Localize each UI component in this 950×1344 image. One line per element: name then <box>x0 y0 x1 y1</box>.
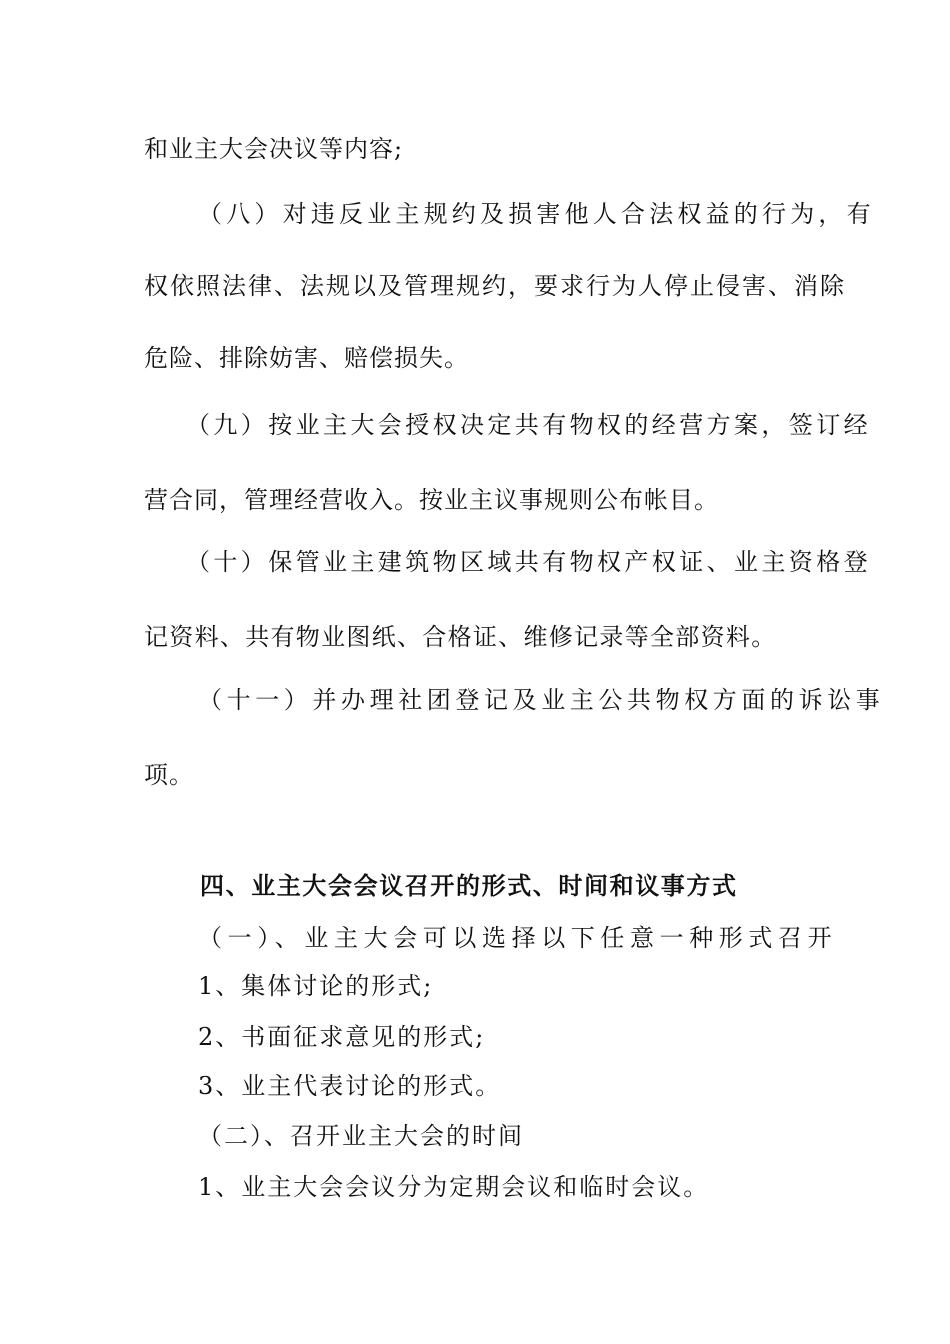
paragraph-line: （十一）并办理社团登记及业主公共物权方面的诉讼事 <box>198 686 885 714</box>
paragraph-line: 和业主大会决议等内容; <box>144 135 404 163</box>
section-heading: 四、业主大会会议召开的形式、时间和议事方式 <box>200 871 738 900</box>
paragraph-line: 记资料、共有物业图纸、合格证、维修记录等全部资料。 <box>144 623 777 651</box>
paragraph-line: （十）保管业主建筑物区域共有物权产权证、业主资格登 <box>186 548 871 576</box>
list-line: 1、集体讨论的形式; <box>198 972 434 1000</box>
paragraph-line: （九）按业主大会授权决定共有物权的经营方案，签订经 <box>186 411 871 439</box>
list-line: （一）、业主大会可以选择以下任意一种形式召开 <box>198 924 838 952</box>
paragraph-line: 危险、排除妨害、赔偿损失。 <box>144 344 469 372</box>
list-line: （二）、召开业主大会的时间 <box>198 1122 524 1150</box>
paragraph-line: 项。 <box>144 761 194 789</box>
paragraph-line: 权依照法律、法规以及管理规约，要求行为人停止侵害、消除 <box>144 272 846 300</box>
list-line: 2、书面征求意见的形式; <box>198 1023 486 1051</box>
paragraph-line: （八）对违反业主规约及损害他人合法权益的行为，有 <box>198 200 875 228</box>
paragraph-line: 营合同，管理经营收入。按业主议事规则公布帐目。 <box>144 486 719 514</box>
list-line: 1、业主大会会议分为定期会议和临时会议。 <box>198 1173 710 1201</box>
list-line: 3、业主代表讨论的形式。 <box>198 1072 502 1100</box>
